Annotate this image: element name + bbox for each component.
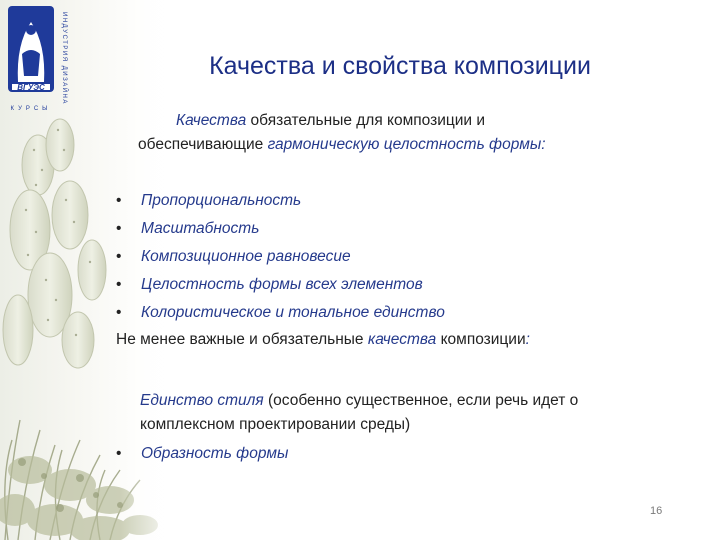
intro-text-2: обеспечивающие bbox=[138, 136, 268, 153]
university-logo bbox=[4, 4, 70, 116]
note-text-1: Не менее важные и обязательные bbox=[116, 331, 368, 348]
unity-line-1 bbox=[140, 389, 680, 413]
intro-text-1: обязательные для композиции и bbox=[246, 112, 486, 129]
logo-side-text: ИНДУСТРИЯ ДИЗАЙНА bbox=[61, 12, 67, 105]
unity-text-1: (особенно существенное, если речь идет о bbox=[263, 392, 579, 409]
intro-accent-word: Качества bbox=[176, 112, 247, 129]
bullet-icon: • bbox=[116, 220, 122, 237]
bullet-icon: • bbox=[116, 445, 122, 462]
bullet-icon: • bbox=[116, 192, 122, 209]
bullet-icon: • bbox=[116, 304, 122, 321]
extra-qualities-list bbox=[116, 440, 288, 468]
list-item bbox=[116, 299, 445, 327]
list-item bbox=[116, 243, 445, 271]
list-item bbox=[116, 187, 445, 215]
logo-text: ВГУЭС bbox=[17, 83, 45, 92]
list-item bbox=[116, 215, 445, 243]
slide-title: Качества и свойства композиции bbox=[209, 52, 591, 80]
list-item-label: Целостность формы всех элементов bbox=[141, 276, 423, 293]
note-text-2: композиции bbox=[436, 331, 526, 348]
note-colon: : bbox=[525, 331, 530, 348]
list-item bbox=[116, 440, 288, 468]
qualities-list bbox=[116, 187, 445, 327]
unity-text-2: комплексном проектировании среды) bbox=[140, 416, 411, 433]
list-item-label: Композиционное равновесие bbox=[141, 248, 351, 265]
unity-paragraph bbox=[140, 389, 680, 437]
intro-paragraph bbox=[138, 109, 678, 157]
intro-line-1 bbox=[138, 109, 678, 133]
logo-bottom-text: КУРСЫ bbox=[10, 106, 52, 112]
note-line bbox=[116, 328, 530, 352]
list-item-label: Масштабность bbox=[141, 220, 260, 237]
list-item-label: Образность формы bbox=[141, 445, 289, 462]
list-item-label: Пропорциональность bbox=[141, 192, 302, 209]
list-item bbox=[116, 271, 445, 299]
unity-accent: Единство стиля bbox=[140, 392, 264, 409]
bullet-icon: • bbox=[116, 276, 122, 293]
bullet-icon: • bbox=[116, 248, 122, 265]
intro-accent-2: гармоническую целостность формы: bbox=[267, 136, 546, 153]
page-number: 16 bbox=[650, 505, 663, 517]
note-accent: качества bbox=[367, 331, 437, 348]
list-item-label: Колористическое и тональное единство bbox=[141, 304, 445, 321]
